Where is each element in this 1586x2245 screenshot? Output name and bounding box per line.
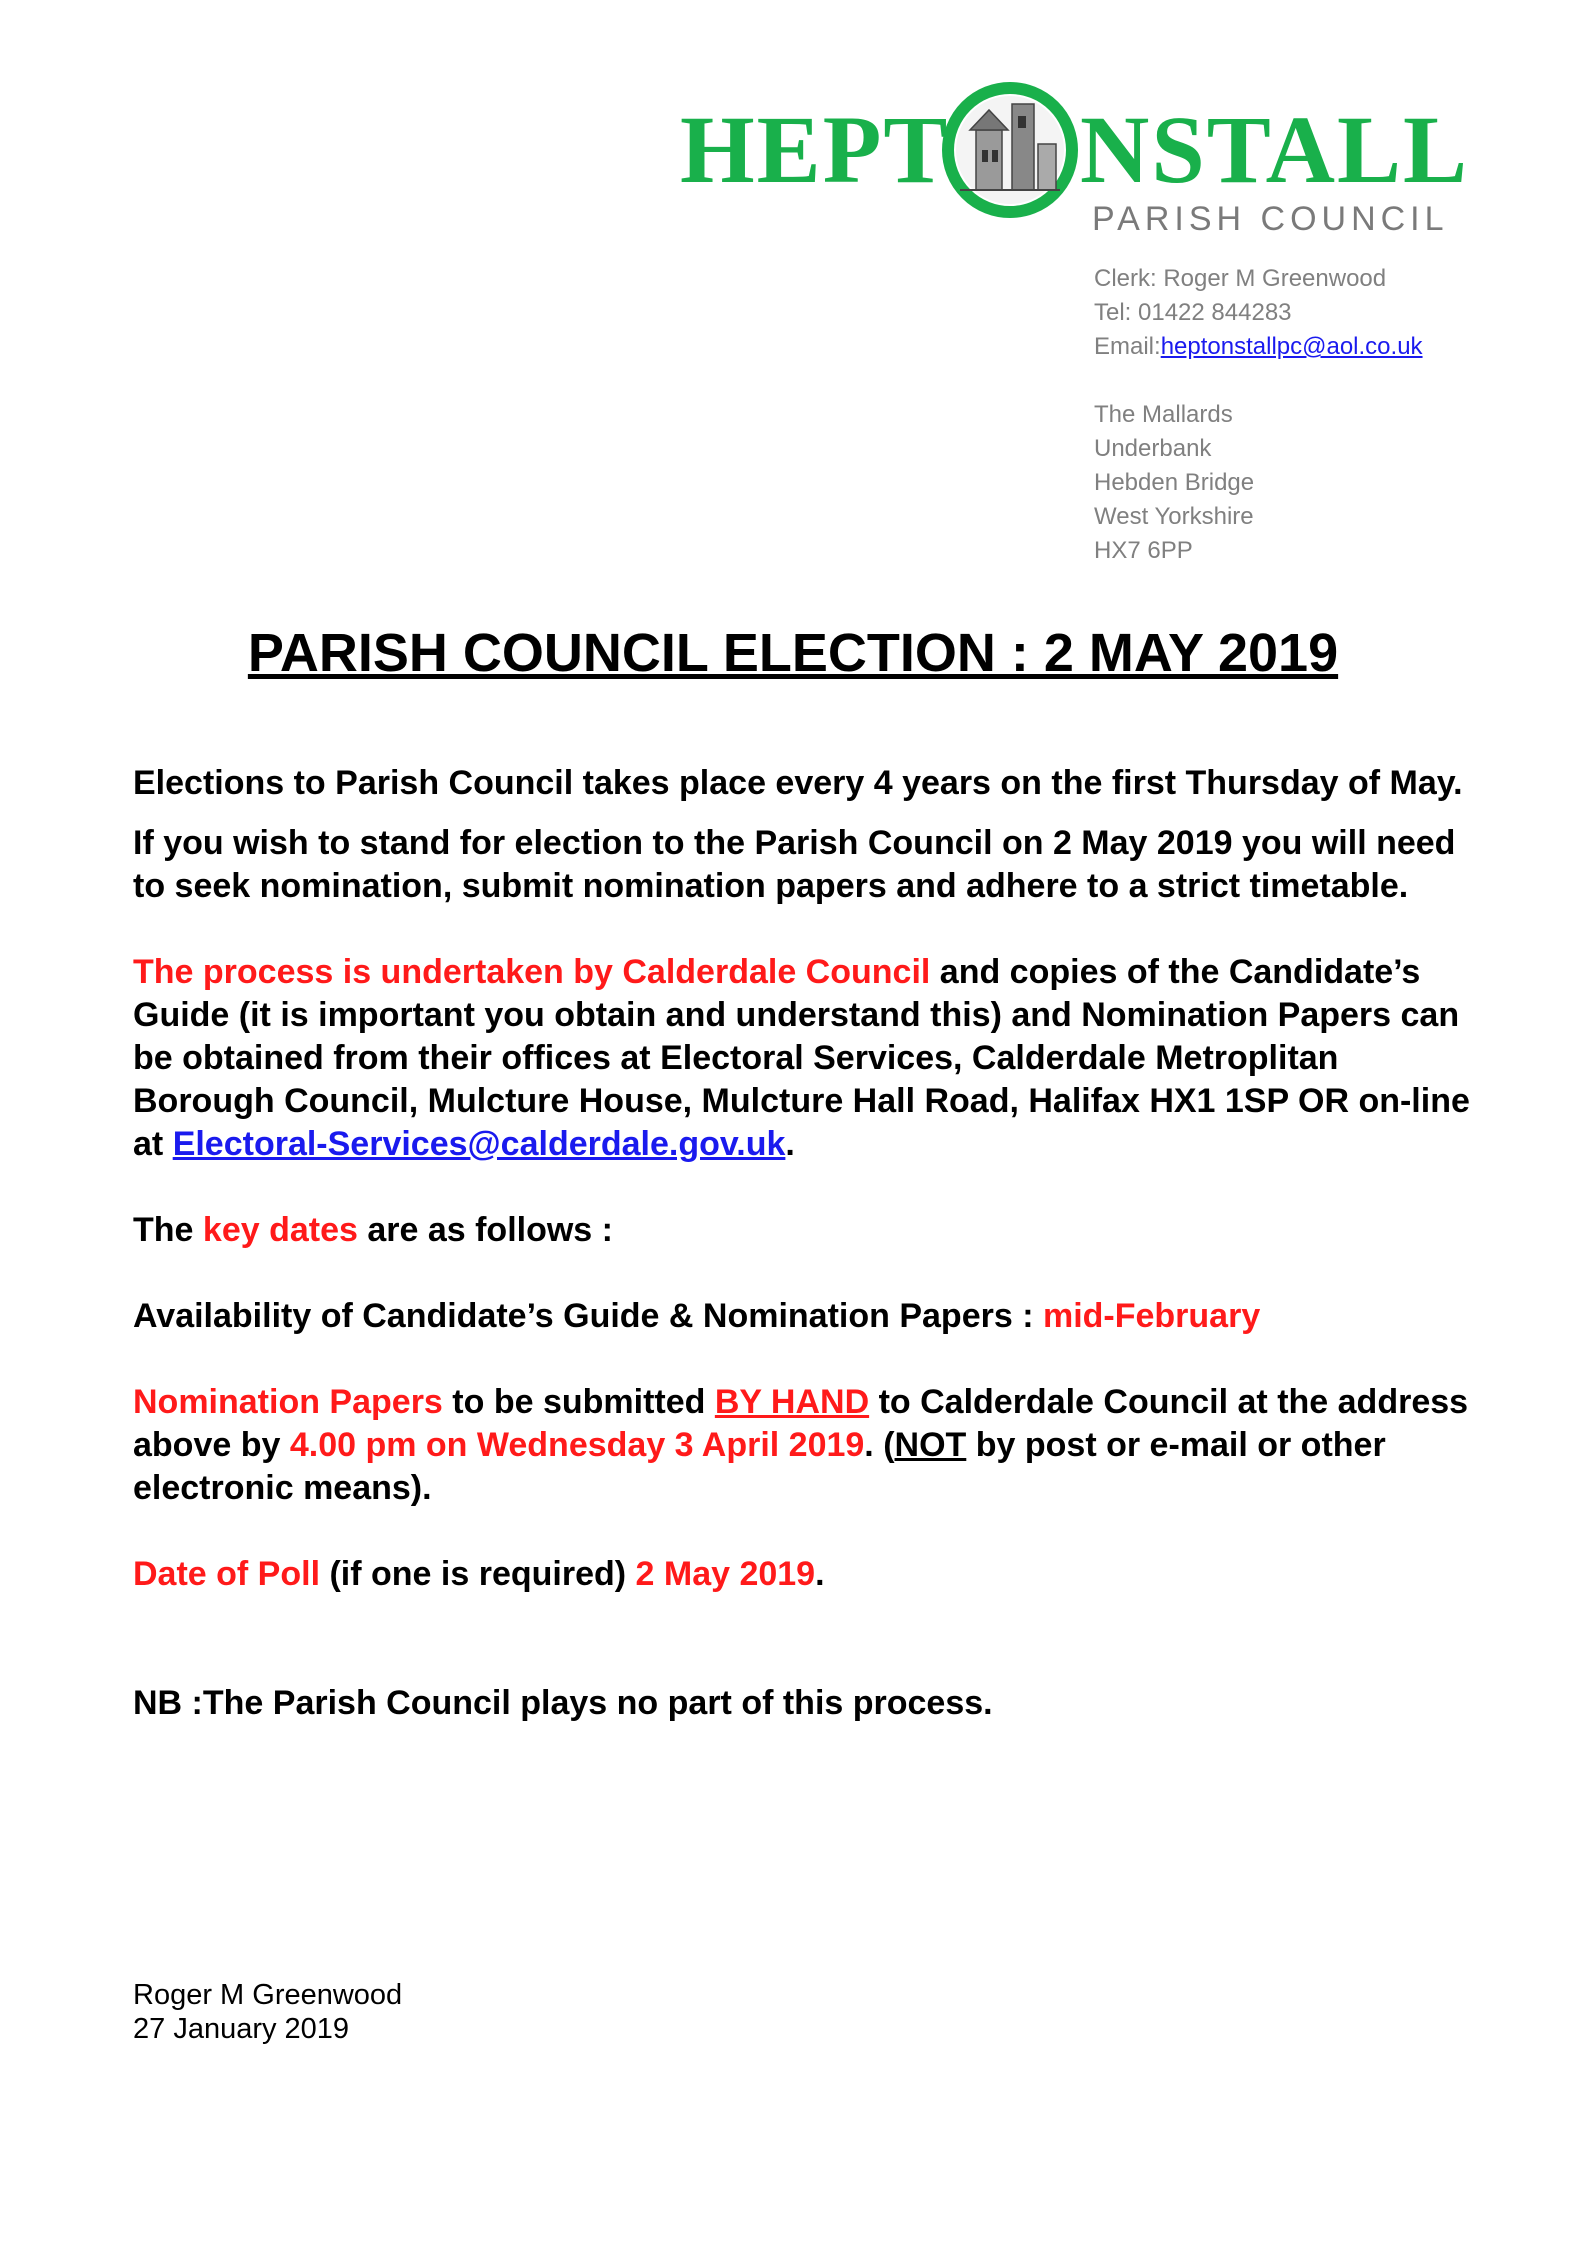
para-availability: [133, 1295, 1473, 1338]
process-end: .: [785, 1125, 795, 1163]
poll-text: (if one is required): [320, 1555, 636, 1593]
para-key-dates: [133, 1209, 1473, 1252]
nomination-c: . (: [864, 1426, 895, 1464]
key-dates-b: are as follows :: [357, 1211, 613, 1249]
email-link[interactable]: heptonstallpc@aol.co.uk: [1160, 333, 1423, 360]
logo-right-text: NSTALL: [1080, 96, 1470, 203]
clerk-line: Clerk: Roger M Greenwood: [1094, 265, 1387, 292]
address-line-2: Underbank: [1094, 435, 1212, 462]
church-emblem: [948, 88, 1072, 212]
para-process: [133, 951, 1473, 1166]
para-poll: [133, 1553, 1473, 1596]
council-logo: [670, 70, 1500, 250]
nomination-a: to be submitted: [442, 1383, 715, 1421]
not-emphasis: NOT: [894, 1426, 967, 1464]
logo-left-text: HEPT: [680, 96, 950, 203]
tel-line: Tel: 01422 844283: [1094, 299, 1292, 326]
date-of-poll-label: Date of Poll: [133, 1555, 321, 1593]
process-red: The process is undertaken by Calderdale Council: [133, 953, 931, 991]
nomination-b: to Calderdale Council at the address above by: [133, 1383, 1469, 1464]
key-dates-a: The: [133, 1211, 203, 1249]
availability-text: Availability of Candidate’s Guide & Nomination Papers :: [133, 1297, 1043, 1335]
poll-end: .: [815, 1555, 825, 1593]
notice-body: [133, 762, 1473, 1725]
key-dates-red: key dates: [202, 1211, 358, 1249]
by-hand: BY HAND: [714, 1383, 870, 1421]
address-line-3: Hebden Bridge: [1094, 469, 1255, 496]
availability-date: mid-February: [1042, 1297, 1261, 1335]
contact-block: [1094, 262, 1423, 568]
para-nb: NB :The Parish Council plays no part of this process.: [133, 1684, 993, 1722]
address-line-5: HX7 6PP: [1094, 537, 1193, 564]
address-line-1: The Mallards: [1094, 401, 1233, 428]
email-label: Email:: [1094, 333, 1161, 360]
signature-block: [133, 1978, 402, 2046]
email-line: [1094, 330, 1423, 364]
poll-date: 2 May 2019: [635, 1555, 816, 1593]
signature-name: Roger M Greenwood: [133, 1979, 403, 2011]
process-text: and copies of the Candidate’s Guide (it is important you obtain and understand this) and Nomination Papers can be obtained from their offices at Electoral Services, Calderdale Metroplitan Borough Council, Mulcture House, Mulcture Hall Road, Halifax HX1 1SP OR on-line at: [133, 953, 1470, 1163]
signature-date: 27 January 2019: [133, 2013, 350, 2045]
para-nomination: [133, 1381, 1473, 1510]
electoral-services-link[interactable]: Electoral-Services@calderdale.gov.uk: [172, 1125, 786, 1163]
deadline: 4.00 pm on Wednesday 3 April 2019: [289, 1426, 865, 1464]
para-stand: If you wish to stand for election to the Parish Council on 2 May 2019 you will need to seek nomination, submit nomination papers and adhere to a strict timetable.: [133, 824, 1456, 905]
para-elections: Elections to Parish Council takes place every 4 years on the first Thursday of May.: [133, 764, 1463, 802]
nomination-d: by post or e-mail or other electronic means).: [133, 1426, 1386, 1507]
address-line-4: West Yorkshire: [1094, 503, 1254, 530]
nomination-papers-red: Nomination Papers: [133, 1383, 443, 1421]
logo-subtitle: PARISH COUNCIL: [1092, 200, 1449, 238]
page-title: PARISH COUNCIL ELECTION : 2 MAY 2019: [247, 623, 1339, 683]
